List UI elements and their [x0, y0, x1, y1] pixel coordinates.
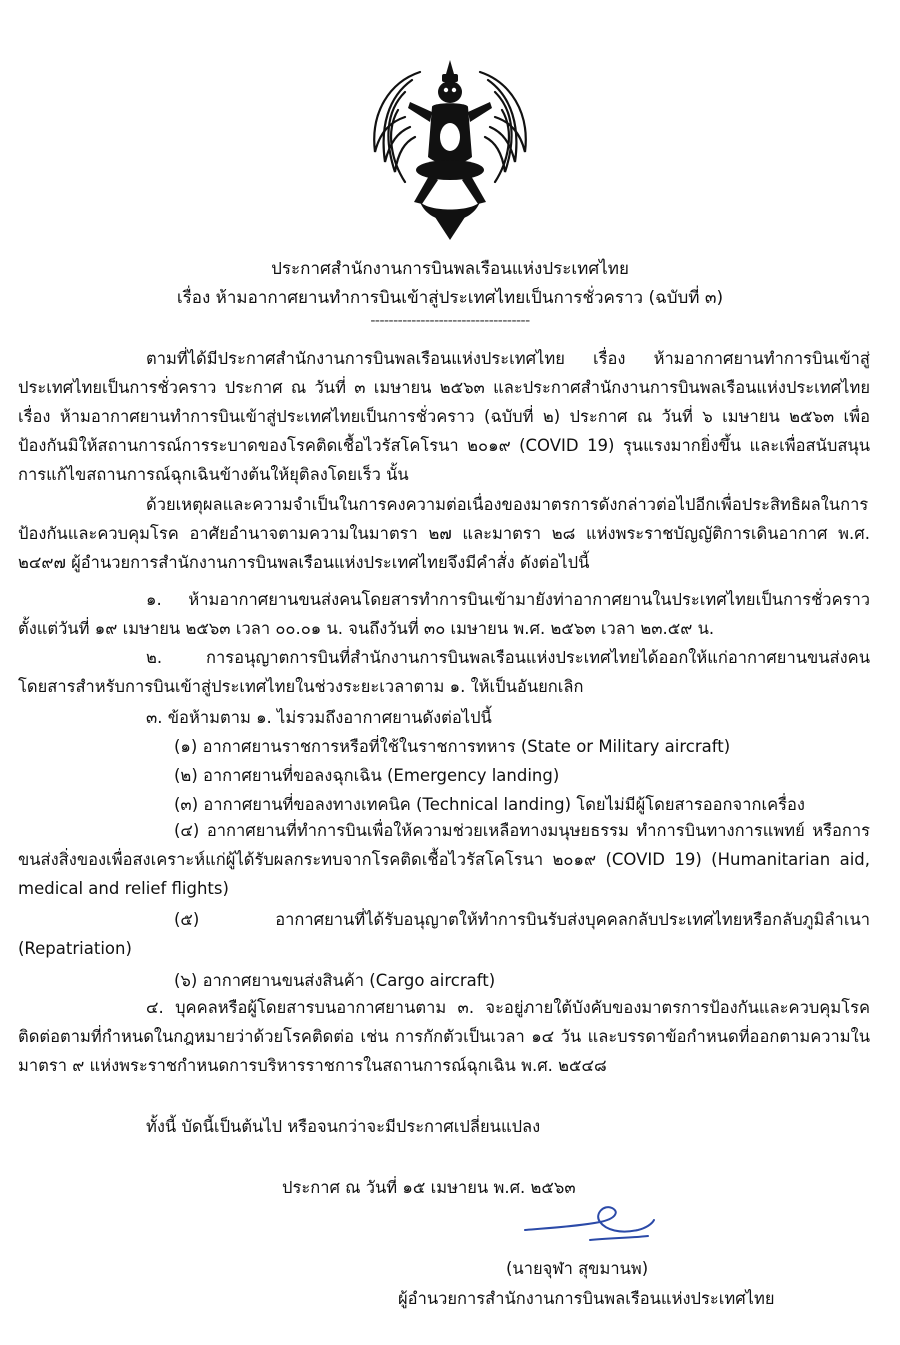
announcement-subject: เรื่อง ห้ามอากาศยานทำการบินเข้าสู่ประเทศไทยเป็นการชั่วคราว (ฉบับที่ ๓): [176, 288, 724, 308]
announcement-title: ประกาศสำนักงานการบินพลเรือนแห่งประเทศไทย: [271, 259, 629, 279]
clause-3: ๓. ข้อห้ามตาม ๑. ไม่รวมถึงอากาศยานดังต่อไปนี้: [146, 708, 492, 727]
paragraph-background: ตามที่ได้มีประกาศสำนักงานการบินพลเรือนแห่งประเทศไทย เรื่อง ห้ามอากาศยานทำการบินเข้าสู่ประเทศไทยเป็นการชั่วคราว ประกาศ ณ วันที่ ๓ เมษายน ๒๕๖๓ และประกาศสำนักงานการบินพลเรือนแห่งประเทศไทย เรื่อง ห้ามอากาศยานทำการบินเข้าสู่ประเทศไทยเป็นการชั่วคราว (ฉบับที่ ๒) ประกาศ ณ วันที่ ๖ เมษายน ๒๕๖๓ เพื่อป้องกันมิให้สถานการณ์การระบาดของโรคติดเชื้อไวรัสโคโรนา ๒๐๑๙ (COVID 19) รุนแรงมากยิ่งขึ้น และเพื่อสนับสนุนการแก้ไขสถานการณ์ฉุกเฉินข้างต้นให้ยุติลงโดยเร็ว นั้น: [18, 349, 870, 484]
announcement-date: ประกาศ ณ วันที่ ๑๕ เมษายน พ.ศ. ๒๕๖๓: [282, 1178, 576, 1197]
header-divider: -----------------------------------: [370, 313, 530, 329]
closing-statement: ทั้งนี้ บัดนี้เป็นต้นไป หรือจนกว่าจะมีประกาศเปลี่ยนแปลง: [146, 1117, 541, 1136]
paragraph-authority: ด้วยเหตุผลและความจำเป็นในการคงความต่อเนื่องของมาตรการดังกล่าวต่อไปอีกเพื่อประสิทธิผลในการป้องกันและควบคุมโรค อาศัยอำนาจตามความในมาตรา ๒๗ และมาตรา ๒๘ แห่งพระราชบัญญัติการเดินอากาศ พ.ศ. ๒๔๙๗ ผู้อำนวยการสำนักงานการบินพลเรือนแห่งประเทศไทยจึงมีคำสั่ง ดังต่อไปนี้: [18, 495, 870, 572]
signer-title: ผู้อำนวยการสำนักงานการบินพลเรือนแห่งประเทศไทย: [398, 1289, 775, 1308]
exemption-4: (๔) อากาศยานที่ทำการบินเพื่อให้ความช่วยเหลือทางมนุษยธรรม ทำการบินทางการแพทย์ หรือการขนส่งสิ่งของเพื่อสงเคราะห์แก่ผู้ได้รับผลกระทบจากโรคติดเชื้อไวรัสโคโรนา ๒๐๑๙ (COVID 19) (Humanitarian aid, medical and relief flights): [18, 821, 870, 898]
exemption-6: (๖) อากาศยานขนส่งสินค้า (Cargo aircraft): [174, 971, 496, 990]
clause-4: ๔. บุคคลหรือผู้โดยสารบนอากาศยานตาม ๓. จะอยู่ภายใต้บังคับของมาตรการป้องกันและควบคุมโรคติดต่อตามที่กำหนดในกฎหมายว่าด้วยโรคติดต่อ เช่น การกักตัวเป็นเวลา ๑๔ วัน และบรรดาข้อกำหนดที่ออกตามความในมาตรา ๙ แห่งพระราชกำหนดการบริหารราชการในสถานการณ์ฉุกเฉิน พ.ศ. ๒๕๔๘: [18, 998, 870, 1075]
signer-name: (นายจุฬา สุขมานพ): [506, 1259, 649, 1278]
clause-2: ๒. การอนุญาตการบินที่สำนักงานการบินพลเรือนแห่งประเทศไทยได้ออกให้แก่อากาศยานขนส่งคนโดยสารสำหรับการบินเข้าสู่ประเทศไทยในช่วงระยะเวลาตาม ๑. ให้เป็นอันยกเลิก: [18, 648, 870, 696]
signature-icon: [520, 1200, 660, 1250]
exemption-5: (๕) อากาศยานที่ได้รับอนุญาตให้ทำการบินรับส่งบุคคลกลับประเทศไทยหรือกลับภูมิลำเนา (Repatriation): [18, 910, 870, 958]
garuda-emblem-icon: [350, 52, 550, 242]
exemption-1: (๑) อากาศยานราชการหรือที่ใช้ในราชการทหาร (State or Military aircraft): [174, 737, 731, 756]
exemption-3: (๓) อากาศยานที่ขอลงทางเทคนิค (Technical landing) โดยไม่มีผู้โดยสารออกจากเครื่อง: [174, 795, 805, 814]
clause-1: ๑. ห้ามอากาศยานขนส่งคนโดยสารทำการบินเข้ามายังท่าอากาศยานในประเทศไทยเป็นการชั่วคราว ตั้งแต่วันที่ ๑๙ เมษายน ๒๕๖๓ เวลา ๐๐.๐๑ น. จนถึงวันที่ ๓๐ เมษายน พ.ศ. ๒๕๖๓ เวลา ๒๓.๕๙ น.: [18, 590, 870, 638]
exemption-2: (๒) อากาศยานที่ขอลงฉุกเฉิน (Emergency landing): [174, 766, 560, 785]
